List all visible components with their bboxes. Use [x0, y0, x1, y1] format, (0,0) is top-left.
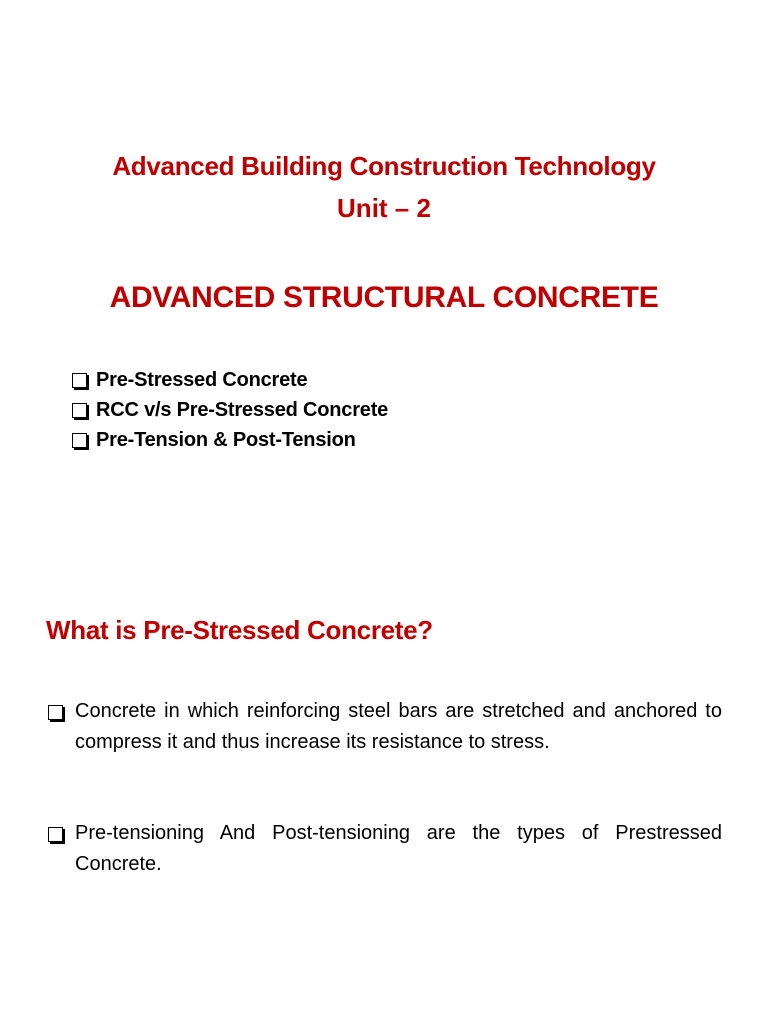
topic-label: RCC v/s Pre-Stressed Concrete — [96, 398, 389, 421]
paragraph-text: Concrete in which reinforcing steel bars are stretched and anchored to compress it and thus increase its resistance to stress. — [75, 700, 722, 753]
paragraph-text: Pre-tensioning And Post-tensioning are the types of Prestressed Concrete. — [75, 822, 722, 875]
section-heading: What is Pre-Stressed Concrete? — [46, 615, 433, 645]
main-heading: ADVANCED STRUCTURAL CONCRETE — [109, 281, 659, 314]
checkbox-icon — [48, 827, 63, 842]
topic-label: Pre-Stressed Concrete — [96, 368, 308, 391]
course-title: Advanced Building Construction Technology — [112, 151, 656, 181]
topic-item — [72, 425, 388, 455]
types-paragraph — [48, 818, 722, 879]
checkbox-icon — [72, 373, 87, 388]
topic-label: Pre-Tension & Post-Tension — [96, 428, 356, 451]
checkbox-icon — [72, 433, 87, 448]
topic-item — [72, 365, 388, 395]
unit-label: Unit – 2 — [337, 193, 431, 223]
topic-item — [72, 395, 388, 425]
definition-paragraph — [48, 696, 722, 757]
checkbox-icon — [72, 403, 87, 418]
checkbox-icon — [48, 705, 63, 720]
topic-list — [72, 365, 388, 455]
